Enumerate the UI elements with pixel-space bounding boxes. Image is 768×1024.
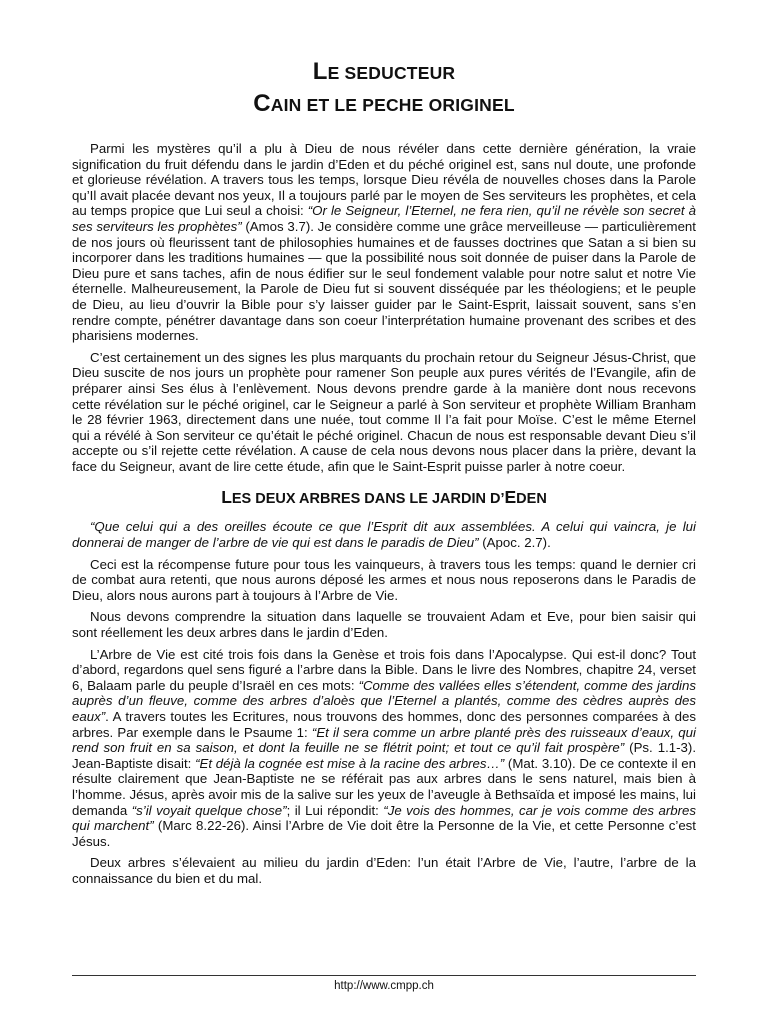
- paragraph-text: (Ps. 1.1-3). Jean-Baptiste disait:: [72, 740, 696, 771]
- paragraph-5: Nous devons comprendre la situation dans laquelle se trouvaient Adam et Eve, pour bien saisir qui sont réellement les deux arbres dans le jardin d’Eden.: [72, 609, 696, 641]
- paragraph-text: (Amos 3.7). Je considère comme une grâce merveilleuse — particulièrement de nos jours où fleurissent tant de philosophies humaines et de fausses doctrines que Satan a si bien su incorporer dans les traditions humaines — que la possibilité nous soit donnée de puiser dans la Parole de Dieu pure et sans taches, afin de nous édifier sur le seul fondement valable pour notre salut et notre Vie éternelle. Malheureusement, la Parole de Dieu fut si souvent disséquée par les théologiens; et le peuple de Dieu, au lieu d’ouvrir la Bible pour s’y laisser guider par le Saint-Esprit, laissait souvent, sans s’en rendre compte, pénétrer davantage dans son coeur l’interprétation humaine provenant des scribes et des pharisiens modernes.: [72, 218, 696, 344]
- quote-mark-answer: “Je vois des hommes, car je vois comme des arbres qui marchent”: [72, 802, 697, 834]
- quote-apocalypse: “Que celui qui a des oreilles écoute ce que l’Esprit dit aux assemblées. A celui qui vaincra, je lui donnerai de manger de l’arbre de vie qui est dans le paradis de Dieu”: [72, 519, 696, 551]
- document-title-line-2: [72, 90, 696, 119]
- paragraph-3: [72, 519, 696, 550]
- paragraph-text: (Marc 8.22-26). Ainsi l’Arbre de Vie doit être la Personne de la Vie, et cette Personne c’est Jésus.: [72, 818, 696, 849]
- paragraph-text: ; il Lui répondit:: [286, 802, 384, 818]
- reference: (Apoc. 2.7).: [478, 535, 551, 551]
- paragraph-text: Parmi les mystères qu’il a plu à Dieu de nous révéler dans cette dernière génération, la vraie signification du fruit défendu dans le jardin d’Eden et du péché originel est, sans nul doute, une profonde et glorieuse révélation. A travers tous les temps, lorsque Dieu révéla de nouvelles choses dans la Parole qu’Il avait placée devant nos yeux, Il a toujours parlé par le moyen de Ses serviteurs les prophètes, et cela au temps propice que Lui seul a choisi:: [72, 141, 696, 219]
- footer-divider: [72, 975, 696, 976]
- paragraph-1: [72, 141, 696, 344]
- paragraph-text: . A travers toutes les Ecritures, nous trouvons des hommes, donc des personnes comparées à des arbres. Par exemple dans le Psaume 1:: [72, 709, 696, 740]
- title-text: AIN ET LE PECHE ORIGINEL: [270, 95, 515, 115]
- heading-initial: L: [221, 487, 232, 508]
- heading-text: DEN: [516, 491, 547, 508]
- paragraph-6: [72, 647, 696, 850]
- title-initial: L: [312, 58, 328, 85]
- title-initial: C: [253, 90, 271, 117]
- title-text: E SEDUCTEUR: [327, 63, 456, 83]
- section-heading: [72, 488, 696, 509]
- paragraph-text: (Mat. 3.10). De ce contexte il en résulte clairement que Jean-Baptiste ne se référait pas aux arbres dans le sens naturel, mais bien à l’homme. Jésus, après avoir mis de la salive sur les yeux de l’aveugle à Bethsaïda et imposé les mains, lui demanda: [72, 755, 696, 818]
- quote-matthew: “Et déjà la cognée est mise à la racine des arbres…”: [195, 755, 505, 771]
- document-title-line-1: [72, 58, 696, 87]
- heading-initial: E: [504, 487, 517, 508]
- footer-url[interactable]: http://www.cmpp.ch: [334, 980, 434, 992]
- paragraph-text: L’Arbre de Vie est cité trois fois dans la Genèse et trois fois dans l’Apocalypse. Qui est-il donc? Tout d’abord, regardons quel sens figuré a l’arbre dans la Bible. Dans le livre des Nombres, chapitre 24, verset 6, Balaam parle du peuple d’Israël en ces mots:: [72, 646, 696, 693]
- document-body: [72, 58, 696, 893]
- quote-psalm: “Et il sera comme un arbre planté près des ruisseaux d’eaux, qui rend son fruit en sa saison, et dont la feuille ne se flétrit point; et tout ce qu’il fait prospère”: [72, 724, 696, 756]
- heading-text: ES DEUX ARBRES DANS LE JARDIN D’: [231, 491, 505, 508]
- paragraph-7: Deux arbres s’élevaient au milieu du jardin d’Eden: l’un était l’Arbre de Vie, l’autre, l’arbre de la connaissance du bien et du mal.: [72, 855, 696, 886]
- paragraph-2: C’est certainement un des signes les plus marquants du prochain retour du Seigneur Jésus-Christ, que Dieu suscite de nos jours un prophète pour ramener Son peuple aux pures vérités de l’Evangile, afin de préparer ainsi Ses élus à l’enlèvement. Nous devons prendre garde à la manière dont nous recevons cette révélation sur le péché originel, car le Seigneur a parlé à Son serviteur et prophète William Branham le 28 février 1963, directement dans une nuée, tout comme Il l’a fait pour Moïse. C’est le même Eternel qui a révélé à Son serviteur ce qu’était le péché originel. Chacun de nous est responsable devant Dieu s’il accepte ou s’il rejette cette révélation. A cause de cela nous devons nous placer dans la prière, devant la face du Seigneur, avant de lire cette étude, afin que le Saint-Esprit puisse parler à notre coeur.: [72, 349, 696, 474]
- quote-numbers: “Comme des vallées elles s’étendent, comme des jardins auprès d’un fleuve, comme des arbres d’aloès que l’Eternel a plantés, comme des cèdres auprès des eaux”: [72, 677, 696, 724]
- paragraph-4: Ceci est la récompense future pour tous les vainqueurs, à travers tous les temps: quand le dernier cri de combat aura retenti, que nous aurons déposé les armes et nous nous reposerons dans le Paradis de Dieu, alors nous aurons part à toujours à l’Arbre de Vie.: [72, 556, 696, 603]
- quote-amos: “Or le Seigneur, l’Eternel, ne fera rien, qu’il ne révèle son secret à ses serviteurs les prophètes”: [72, 203, 696, 234]
- quote-mark-question: “s’il voyait quelque chose”: [131, 802, 287, 818]
